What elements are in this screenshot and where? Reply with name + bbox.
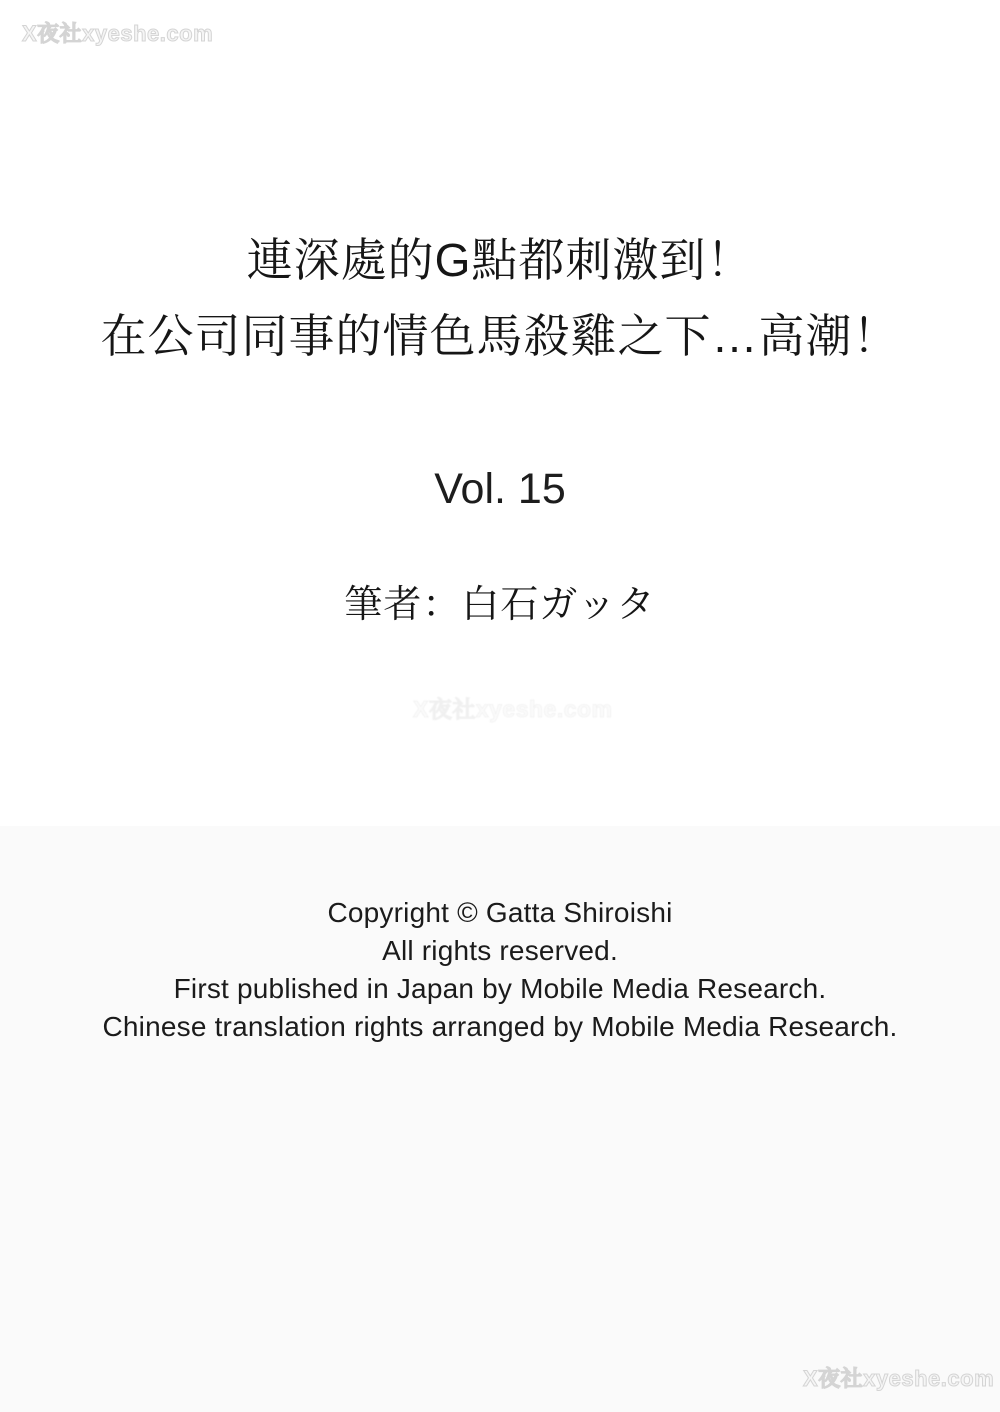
copyright-line-publisher: First published in Japan by Mobile Media Research. [173,973,827,1004]
title-line-2: 在公司同事的情色馬殺雞之下…高潮！ [100,310,900,362]
copyright-line-holder: Copyright © Gatta Shiroishi [327,897,673,928]
site-watermark-top-left: X夜社xyeshe.com [22,21,214,46]
title-block [0,222,1000,374]
title-line-1: 連深處的G點都刺激到！ [246,234,754,286]
copyright-block [0,894,1000,1046]
volume-label: Vol. 15 [434,465,566,513]
site-watermark-bottom-right: X夜社xyeshe.com [803,1366,995,1391]
copyright-line-translation: Chinese translation rights arranged by Mobile Media Research. [102,1011,898,1042]
author-credit: 筆者：白石ガッタ [344,584,656,626]
site-watermark-center-faint: X夜社xyeshe.com [413,696,613,722]
copyright-line-rights: All rights reserved. [382,935,618,966]
